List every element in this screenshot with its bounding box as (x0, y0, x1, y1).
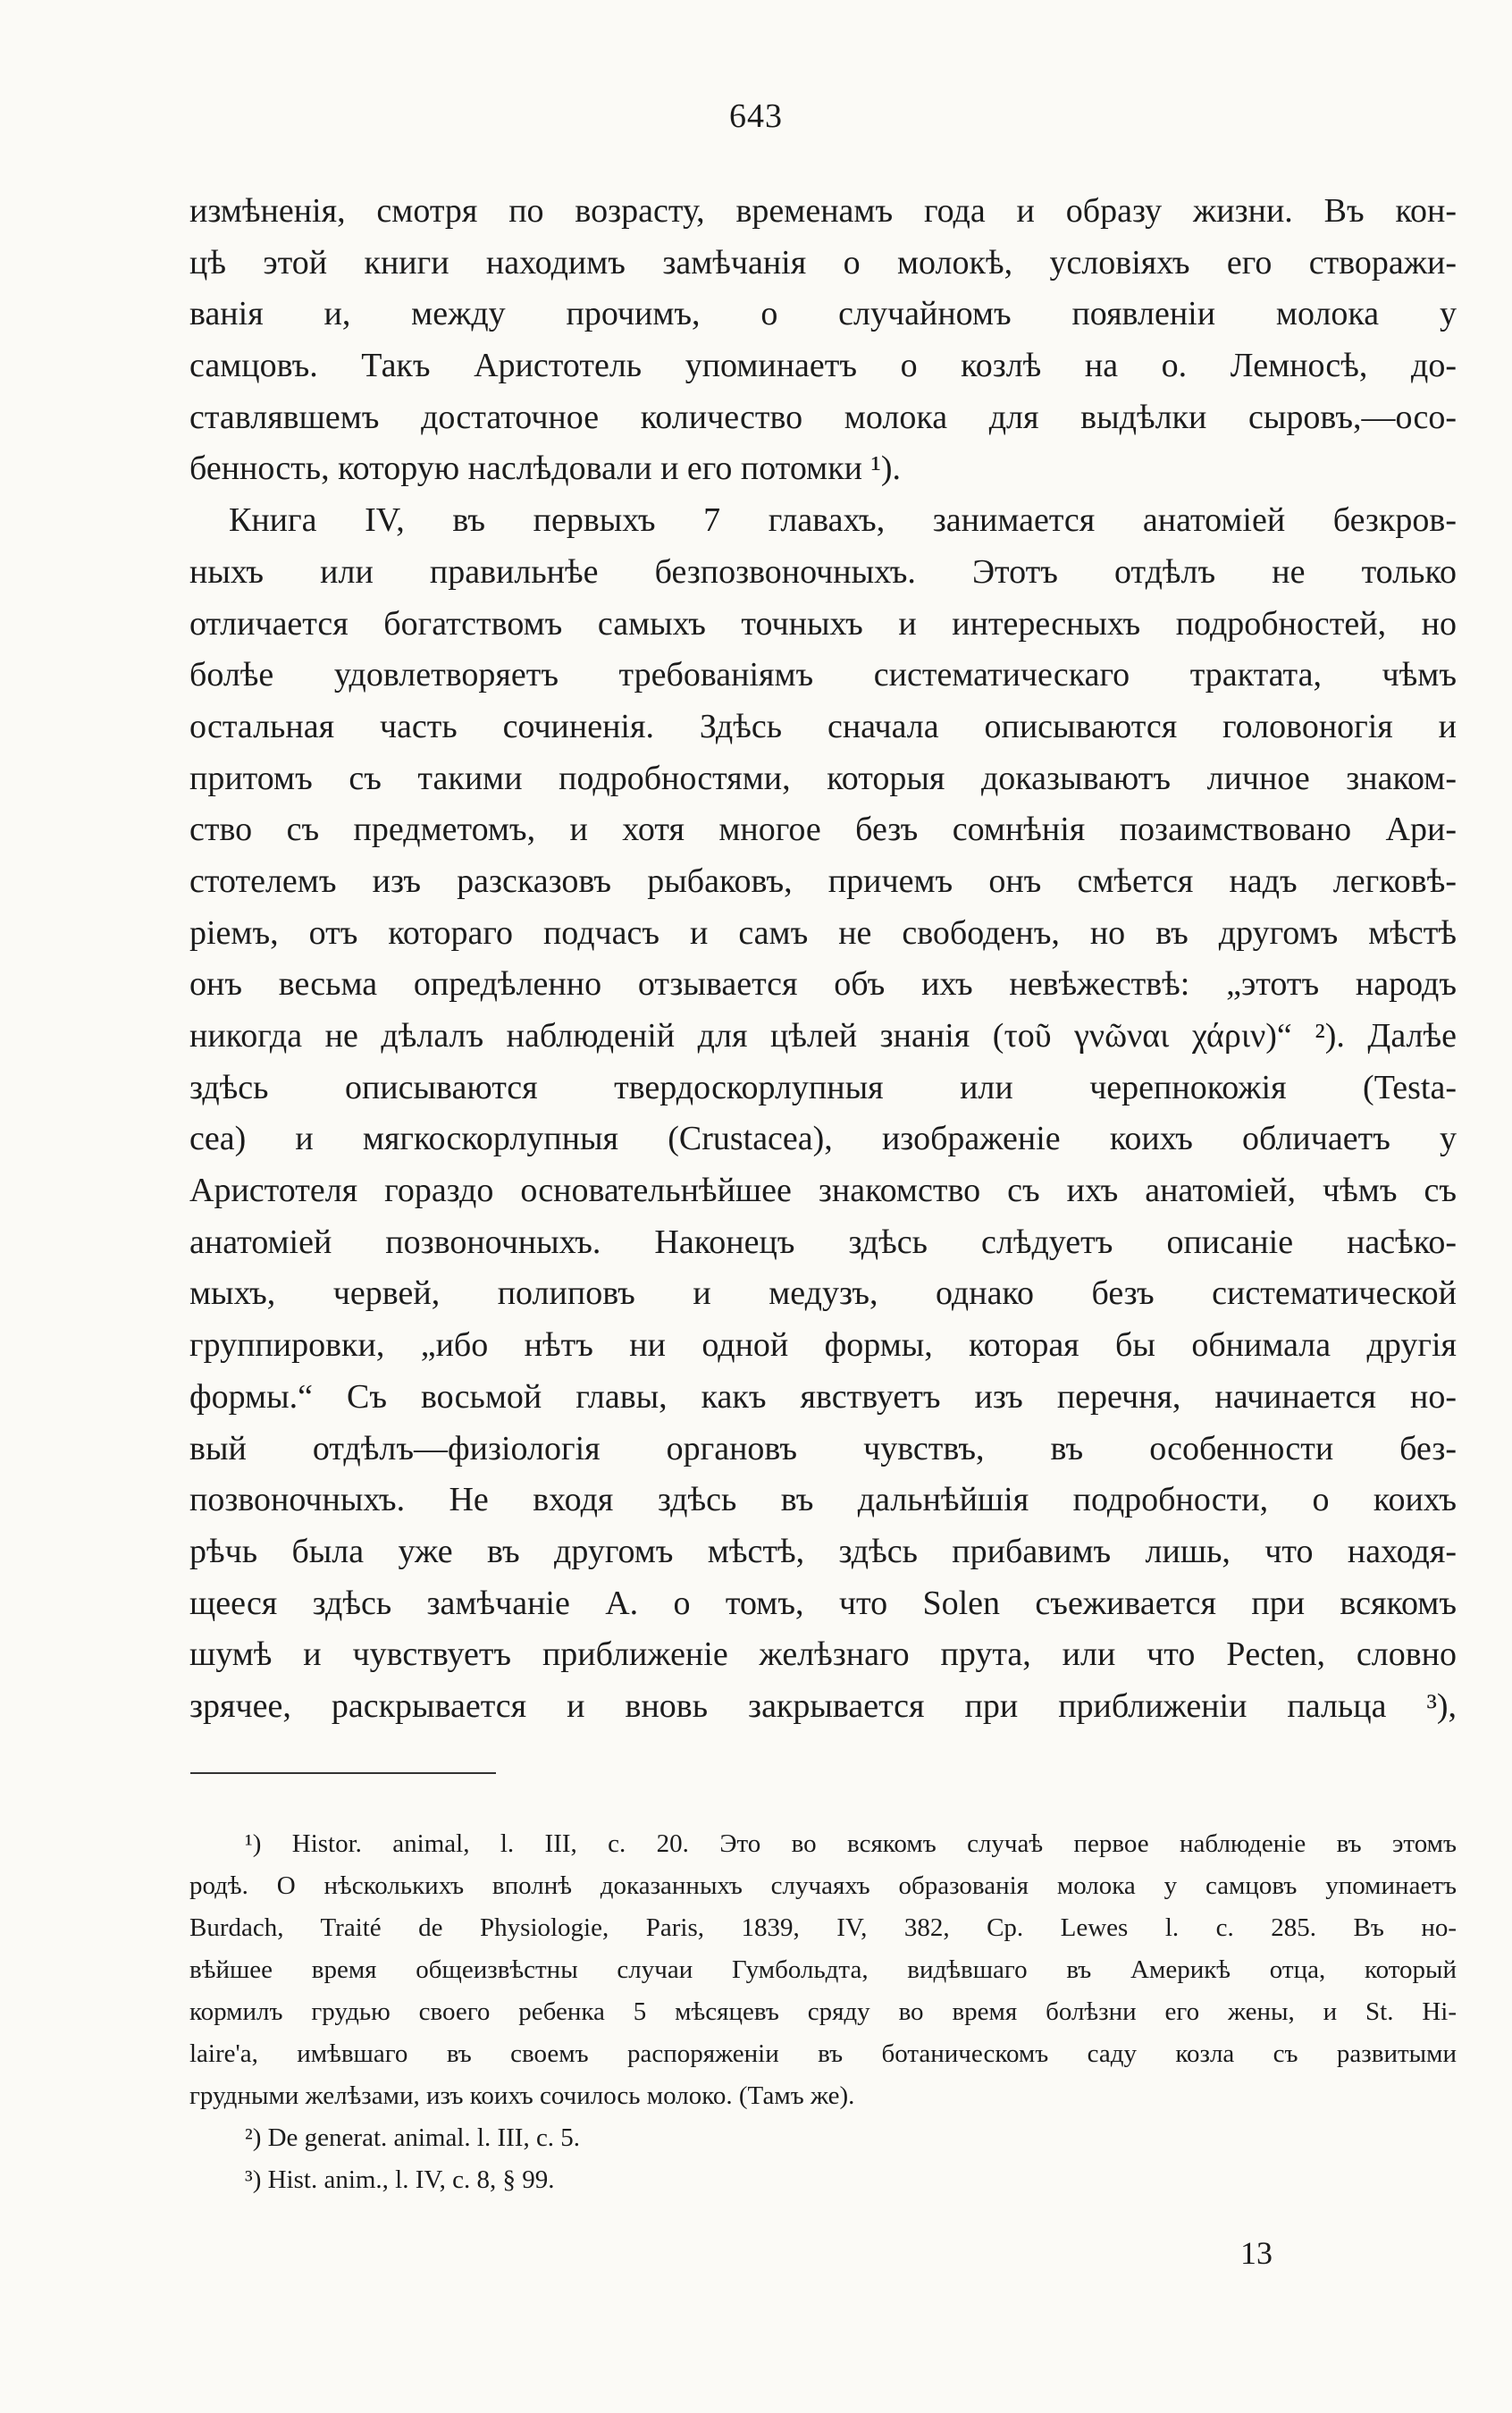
body-line: мыхъ, червей, полиповъ и медузъ, однако безъ систематической (189, 1274, 1457, 1313)
footnote-line: кормилъ грудью своего ребенка 5 мѣсяцевъ сряду во время болѣзни его жены, и St. Hi- (189, 1997, 1457, 2026)
footnote-line: laire'a, имѣвшаго въ своемъ распоряженіи въ ботаническомъ саду козла съ развитыми (189, 2039, 1457, 2068)
footnote-line: Burdach, Traité de Physiologie, Paris, 1839, IV, 382, Ср. Lewes l. c. 285. Въ но- (189, 1913, 1457, 1942)
body-line: рѣчь была уже въ другомъ мѣстѣ, здѣсь прибавимъ лишь, что находя- (189, 1532, 1457, 1570)
body-line: Книга IV, въ первыхъ 7 главахъ, занимается анатоміей безкров- (229, 501, 1457, 540)
body-line: отличается богатствомъ самыхъ точныхъ и интересныхъ подробностей, но (189, 604, 1457, 643)
footnote-line: родѣ. О нѣсколькихъ вполнѣ доказанныхъ случаяхъ образованія молока у самцовъ упоминаетъ (189, 1871, 1457, 1900)
body-line: здѣсь описываются твердоскорлупныя или черепнокожія (Testa- (189, 1068, 1457, 1106)
body-line: зрячее, раскрывается и вновь закрывается при приближеніи пальца ³), (189, 1686, 1457, 1725)
footnote-line: ¹) Histor. animal, l. III, c. 20. Это во всякомъ случаѣ первое наблюденіе въ этомъ (245, 1829, 1457, 1858)
body-line: бенность, которую наслѣдовали и его потомки ¹). (189, 450, 902, 488)
body-line: стотелемъ изъ разсказовъ рыбаковъ, причемъ онъ смѣется надъ легковѣ- (189, 862, 1457, 900)
footnote-line: ²) De generat. animal. l. III, c. 5. (245, 2123, 581, 2152)
body-line: вый отдѣлъ—физіологія органовъ чувствъ, въ особенности без- (189, 1429, 1457, 1467)
body-line: позвоночныхъ. Не входя здѣсь въ дальнѣйшія подробности, о коихъ (189, 1481, 1457, 1519)
body-line: группировки, „ибо нѣтъ ни одной формы, которая бы обнимала другія (189, 1326, 1457, 1365)
footnote-line: вѣйшее время общеизвѣстны случаи Гумбольдта, видѣвшаго въ Америкѣ отца, который (189, 1955, 1457, 1984)
body-line: ванія и, между прочимъ, о случайномъ появленіи молока у (189, 295, 1457, 333)
body-line: измѣненія, смотря по возрасту, временамъ года и образу жизни. Въ кон- (189, 192, 1457, 230)
body-line: анатоміей позвоночныхъ. Наконецъ здѣсь слѣдуетъ описаніе насѣко- (189, 1223, 1457, 1261)
body-line: ставлявшемъ достаточное количество молока для выдѣлки сыровъ,—осо- (189, 398, 1457, 436)
footnotes (189, 1823, 1457, 2201)
body-line: формы.“ Съ восьмой главы, какъ явствуетъ изъ перечня, начинается но- (189, 1377, 1457, 1416)
body-line: Аристотеля гораздо основательнѣйшее знакомство съ ихъ анатоміей, чѣмъ съ (189, 1172, 1457, 1210)
body-line: никогда не дѣлалъ наблюденій для цѣлей знанія (τοῦ γνῶναι χάριν)“ ²). Далѣе (189, 1017, 1457, 1055)
body-text (189, 186, 1457, 1733)
body-line: ныхъ или правильнѣе безпозвоночныхъ. Этотъ отдѣлъ не только (189, 552, 1457, 591)
body-line: остальная часть сочиненія. Здѣсь сначала описываются головоногія и (189, 707, 1457, 745)
body-line: ріемъ, отъ котораго подчасъ и самъ не свободенъ, но въ другомъ мѣстѣ (189, 913, 1457, 952)
body-line: притомъ съ такими подробностями, которыя доказываютъ личное знаком- (189, 759, 1457, 797)
body-line: цѣ этой книги находимъ замѣчанія о молокѣ, условіяхъ его створажи- (189, 243, 1457, 282)
footnote-rule (190, 1772, 496, 1774)
body-line: самцовъ. Такъ Аристотель упоминаетъ о козлѣ на о. Лемносѣ, до- (189, 347, 1457, 385)
page-number: 643 (729, 97, 783, 135)
sheet-mark: 13 (1240, 2235, 1273, 2271)
footnote-line: ³) Hist. anim., l. IV, c. 8, § 99. (245, 2165, 555, 2194)
body-line: шумѣ и чувствуетъ приближеніе желѣзнаго прута, или что Pecten, словно (189, 1635, 1457, 1674)
body-line: онъ весьма опредѣленно отзывается объ ихъ невѣжествѣ: „этотъ народъ (189, 965, 1457, 1004)
body-line: cea) и мягкоскорлупныя (Crustacea), изображеніе коихъ обличаетъ у (189, 1120, 1457, 1158)
body-line: болѣе удовлетворяетъ требованіямъ систематическаго трактата, чѣмъ (189, 656, 1457, 694)
body-line: щееся здѣсь замѣчаніе А. о томъ, что Solen съеживается при всякомъ (189, 1584, 1457, 1622)
body-line: ство съ предметомъ, и хотя многое безъ сомнѣнія позаимствовано Ари- (189, 811, 1457, 849)
footnote-line: грудными желѣзами, изъ коихъ сочилось молоко. (Тамъ же). (189, 2081, 855, 2110)
